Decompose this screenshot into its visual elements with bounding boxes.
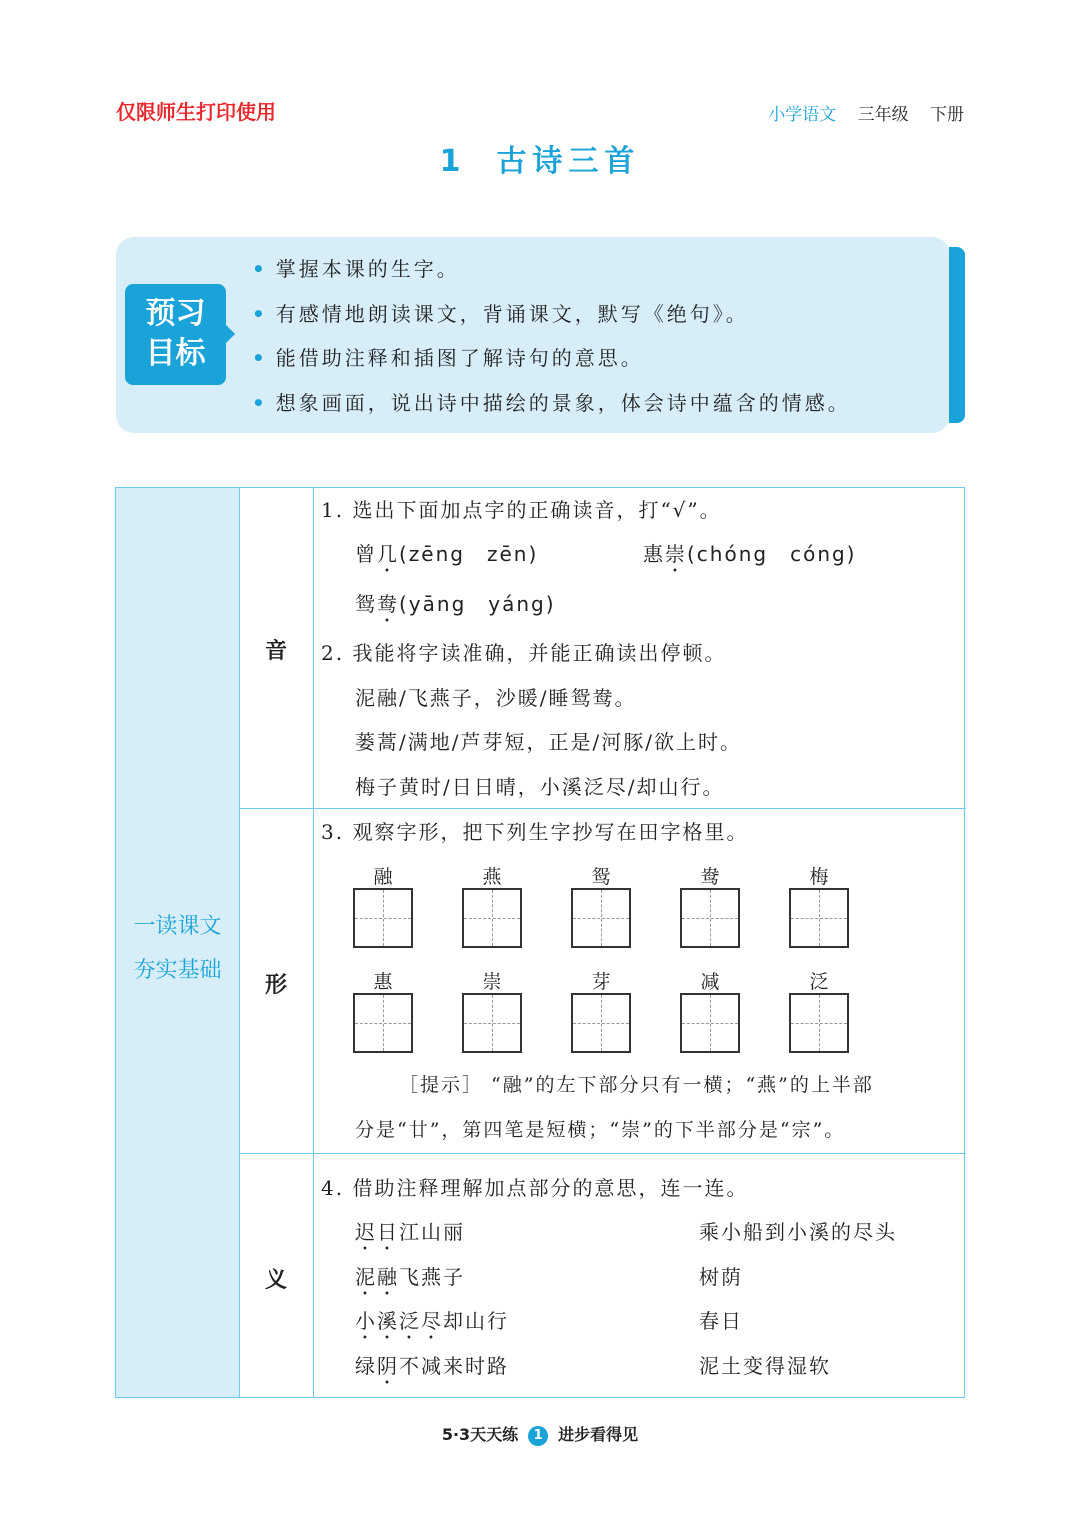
q4-left-item[interactable]: 迟日江山丽 — [355, 1220, 465, 1244]
goal-item: • 能借助注释和插图了解诗句的意思。 — [252, 346, 644, 370]
tianzige-box[interactable] — [353, 888, 413, 948]
grid-char: 泛 — [809, 971, 829, 993]
q1-option-b: 惠崇(chóng cóng) — [643, 542, 857, 566]
print-watermark: 仅限师生打印使用 — [116, 100, 276, 124]
q4-left-item[interactable]: 绿阴不减来时路 — [355, 1354, 509, 1378]
grid-char: 芽 — [591, 971, 611, 993]
q3-prompt: 3. 观察字形，把下列生字抄写在田字格里。 — [321, 820, 749, 844]
row-divider — [239, 1153, 966, 1154]
grid-char: 减 — [700, 971, 720, 993]
grid-char: 梅 — [809, 866, 829, 888]
grid-char: 融 — [373, 866, 393, 888]
page-footer — [0, 1422, 1080, 1446]
lesson-title — [0, 136, 1080, 180]
tianzige-box[interactable] — [680, 993, 740, 1053]
goals-accent-bar — [949, 247, 965, 423]
tianzige-box[interactable] — [789, 993, 849, 1053]
tianzige-box[interactable] — [353, 993, 413, 1053]
preview-goals-panel — [116, 237, 950, 433]
tianzige-box[interactable] — [789, 888, 849, 948]
q4-left-item[interactable]: 泥融飞燕子 — [355, 1265, 465, 1289]
q4-right-item[interactable]: 泥土变得湿软 — [699, 1354, 831, 1378]
tianzige-box[interactable] — [462, 888, 522, 948]
q2-line: 蒌蒿/满地/芦芽短，正是/河豚/欲上时。 — [355, 730, 742, 754]
goal-item: • 想象画面，说出诗中描绘的景象，体会诗中蕴含的情感。 — [252, 390, 851, 415]
tianzige-box[interactable] — [462, 993, 522, 1053]
grid-char: 燕 — [482, 866, 502, 888]
q4-right-item[interactable]: 春日 — [699, 1309, 743, 1333]
sound-label: 音 — [264, 639, 287, 664]
lesson-number: 1 — [439, 144, 467, 179]
goals-list — [252, 251, 851, 429]
q1-option-a: 曾几(zēng zēn) — [355, 542, 539, 566]
q3-hint-line: 分是“廿”，第四笔是短横；“崇”的下半部分是“宗”。 — [355, 1119, 846, 1141]
grade-label: 三年级 — [857, 105, 909, 125]
shape-label: 形 — [264, 973, 287, 998]
q4-prompt: 4. 借助注释理解加点部分的意思，连一连。 — [321, 1176, 749, 1200]
section-label: 一读课文 夯实基础 — [133, 914, 222, 983]
subject-label: 小学语文 — [768, 105, 837, 125]
tianzige-box[interactable] — [680, 888, 740, 948]
q2-prompt: 2. 我能将字读准确，并能正确读出停顿。 — [321, 641, 727, 665]
q2-line: 泥融/飞燕子，沙暖/睡鸳鸯。 — [355, 686, 637, 710]
goals-badge: 预习 目标 — [125, 284, 226, 385]
exercise-table — [115, 487, 965, 1398]
book-info — [768, 100, 964, 125]
q1-option-c: 鸳鸯(yāng yáng) — [355, 592, 556, 616]
badge-pointer-icon — [226, 325, 235, 343]
grid-char: 惠 — [373, 971, 393, 993]
page-number-badge: 1 — [528, 1426, 548, 1446]
grid-char: 鸯 — [700, 866, 720, 888]
q4-right-item[interactable]: 乘小船到小溪的尽头 — [699, 1220, 897, 1244]
q4-left-item[interactable]: 小溪泛尽却山行 — [355, 1309, 509, 1333]
category-column — [239, 488, 314, 1397]
row-divider — [239, 808, 966, 809]
q3-hint-line: ［提示］ “融”的左下部分只有一横；“燕”的上半部 — [399, 1074, 874, 1096]
lesson-title-text: 古诗三首 — [496, 144, 641, 179]
tianzige-box[interactable] — [571, 888, 631, 948]
q1-prompt: 1. 选出下面加点字的正确读音，打“√”。 — [321, 498, 722, 522]
footer-slogan: 进步看得见 — [558, 1425, 639, 1444]
q4-right-item[interactable]: 树荫 — [699, 1265, 743, 1289]
footer-brand: 5·3天天练 — [441, 1425, 519, 1444]
tianzige-box[interactable] — [571, 993, 631, 1053]
grid-char: 崇 — [482, 971, 502, 993]
q2-line: 梅子黄时/日日晴，小溪泛尽/却山行。 — [355, 775, 725, 799]
section-column — [116, 488, 240, 1397]
volume-label: 下册 — [930, 105, 964, 125]
goal-item: • 有感情地朗读课文，背诵课文，默写《绝句》。 — [252, 301, 749, 326]
grid-char: 鸳 — [591, 866, 611, 888]
goal-item: • 掌握本课的生字。 — [252, 257, 460, 281]
meaning-label: 义 — [264, 1268, 287, 1293]
